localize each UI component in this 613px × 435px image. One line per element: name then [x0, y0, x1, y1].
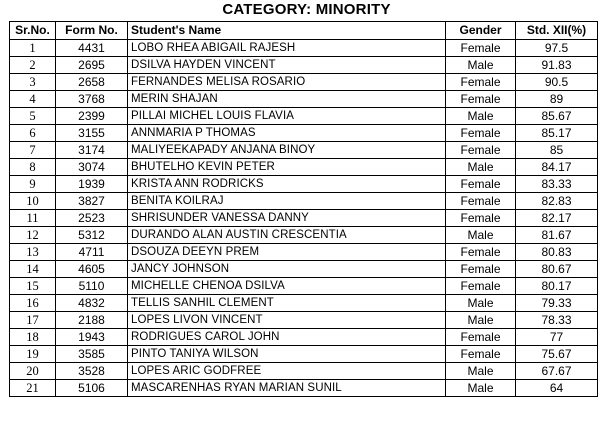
cell-gender: Female — [446, 244, 516, 261]
cell-gender: Male — [446, 159, 516, 176]
table-row — [10, 142, 598, 159]
cell-student-name: RODRIGUES CAROL JOHN — [128, 329, 446, 346]
cell-score: 80.67 — [516, 261, 598, 278]
table-row — [10, 91, 598, 108]
cell-student-name: LOBO RHEA ABIGAIL RAJESH — [128, 40, 446, 57]
table-row — [10, 329, 598, 346]
cell-gender: Female — [446, 176, 516, 193]
cell-sr-no: 18 — [10, 329, 56, 346]
cell-student-name: FERNANDES MELISA ROSARIO — [128, 74, 446, 91]
cell-score: 97.5 — [516, 40, 598, 57]
cell-sr-no: 9 — [10, 176, 56, 193]
cell-sr-no: 8 — [10, 159, 56, 176]
table-row — [10, 57, 598, 74]
cell-form-no: 2695 — [56, 57, 128, 74]
cell-sr-no: 15 — [10, 278, 56, 295]
cell-student-name: DSILVA HAYDEN VINCENT — [128, 57, 446, 74]
cell-student-name: PINTO TANIYA WILSON — [128, 346, 446, 363]
cell-student-name: ANNMARIA P THOMAS — [128, 125, 446, 142]
table-row — [10, 363, 598, 380]
column-header-form-no: Form No. — [56, 22, 128, 40]
cell-score: 85.17 — [516, 125, 598, 142]
cell-sr-no: 13 — [10, 244, 56, 261]
cell-gender: Female — [446, 142, 516, 159]
cell-sr-no: 6 — [10, 125, 56, 142]
cell-score: 78.33 — [516, 312, 598, 329]
cell-form-no: 1943 — [56, 329, 128, 346]
cell-form-no: 3528 — [56, 363, 128, 380]
cell-student-name: MICHELLE CHENOA DSILVA — [128, 278, 446, 295]
cell-form-no: 2523 — [56, 210, 128, 227]
cell-form-no: 3074 — [56, 159, 128, 176]
cell-form-no: 2399 — [56, 108, 128, 125]
cell-form-no: 2188 — [56, 312, 128, 329]
table-row — [10, 278, 598, 295]
cell-student-name: TELLIS SANHIL CLEMENT — [128, 295, 446, 312]
cell-gender: Female — [446, 329, 516, 346]
header-row — [10, 22, 598, 40]
cell-sr-no: 11 — [10, 210, 56, 227]
table-row — [10, 380, 598, 397]
cell-form-no: 5312 — [56, 227, 128, 244]
cell-score: 81.67 — [516, 227, 598, 244]
cell-gender: Male — [446, 57, 516, 74]
table-row — [10, 125, 598, 142]
table-row — [10, 244, 598, 261]
cell-form-no: 3155 — [56, 125, 128, 142]
cell-student-name: BHUTELHO KEVIN PETER — [128, 159, 446, 176]
cell-form-no: 3827 — [56, 193, 128, 210]
cell-form-no: 4711 — [56, 244, 128, 261]
cell-sr-no: 14 — [10, 261, 56, 278]
cell-sr-no: 2 — [10, 57, 56, 74]
cell-sr-no: 16 — [10, 295, 56, 312]
cell-score: 91.83 — [516, 57, 598, 74]
cell-score: 85.67 — [516, 108, 598, 125]
cell-score: 67.67 — [516, 363, 598, 380]
cell-form-no: 4431 — [56, 40, 128, 57]
cell-sr-no: 5 — [10, 108, 56, 125]
table-row — [10, 312, 598, 329]
column-header-srno: Sr.No. — [10, 22, 56, 40]
cell-student-name: DSOUZA DEEYN PREM — [128, 244, 446, 261]
cell-form-no: 3174 — [56, 142, 128, 159]
cell-form-no: 4605 — [56, 261, 128, 278]
cell-sr-no: 21 — [10, 380, 56, 397]
page-title: CATEGORY: MINORITY — [222, 1, 391, 18]
cell-gender: Male — [446, 295, 516, 312]
table-header — [10, 22, 598, 40]
cell-form-no: 1939 — [56, 176, 128, 193]
cell-score: 64 — [516, 380, 598, 397]
cell-gender: Male — [446, 380, 516, 397]
cell-gender: Female — [446, 91, 516, 108]
table-row — [10, 295, 598, 312]
column-header-gender: Gender — [446, 22, 516, 40]
cell-student-name: MALIYEEKAPADY ANJANA BINOY — [128, 142, 446, 159]
cell-student-name: MERIN SHAJAN — [128, 91, 446, 108]
table-row — [10, 227, 598, 244]
cell-score: 75.67 — [516, 346, 598, 363]
cell-score: 89 — [516, 91, 598, 108]
cell-gender: Female — [446, 261, 516, 278]
cell-score: 80.17 — [516, 278, 598, 295]
table-row — [10, 74, 598, 91]
cell-form-no: 3768 — [56, 91, 128, 108]
cell-gender: Female — [446, 74, 516, 91]
cell-student-name: KRISTA ANN RODRICKS — [128, 176, 446, 193]
table-body — [10, 40, 598, 397]
cell-score: 82.83 — [516, 193, 598, 210]
column-header-score: Std. XII(%) — [516, 22, 598, 40]
cell-form-no: 2658 — [56, 74, 128, 91]
cell-sr-no: 12 — [10, 227, 56, 244]
cell-gender: Female — [446, 125, 516, 142]
cell-student-name: JANCY JOHNSON — [128, 261, 446, 278]
table-row — [10, 210, 598, 227]
cell-form-no: 3585 — [56, 346, 128, 363]
results-table — [9, 21, 598, 397]
cell-sr-no: 19 — [10, 346, 56, 363]
table-row — [10, 159, 598, 176]
table-row — [10, 108, 598, 125]
cell-gender: Female — [446, 193, 516, 210]
cell-score: 77 — [516, 329, 598, 346]
cell-sr-no: 4 — [10, 91, 56, 108]
table-row — [10, 346, 598, 363]
table-row — [10, 261, 598, 278]
cell-sr-no: 17 — [10, 312, 56, 329]
cell-gender: Male — [446, 363, 516, 380]
cell-gender: Male — [446, 108, 516, 125]
cell-gender: Male — [446, 312, 516, 329]
cell-form-no: 5110 — [56, 278, 128, 295]
cell-student-name: DURANDO ALAN AUSTIN CRESCENTIA — [128, 227, 446, 244]
cell-score: 90.5 — [516, 74, 598, 91]
cell-form-no: 5106 — [56, 380, 128, 397]
table-row — [10, 40, 598, 57]
cell-score: 83.33 — [516, 176, 598, 193]
cell-sr-no: 1 — [10, 40, 56, 57]
cell-sr-no: 10 — [10, 193, 56, 210]
cell-student-name: LOPES LIVON VINCENT — [128, 312, 446, 329]
cell-student-name: BENITA KOILRAJ — [128, 193, 446, 210]
cell-sr-no: 3 — [10, 74, 56, 91]
cell-score: 85 — [516, 142, 598, 159]
cell-gender: Male — [446, 227, 516, 244]
table-row — [10, 193, 598, 210]
cell-score: 84.17 — [516, 159, 598, 176]
table-row — [10, 176, 598, 193]
cell-gender: Female — [446, 40, 516, 57]
cell-score: 79.33 — [516, 295, 598, 312]
cell-gender: Female — [446, 346, 516, 363]
column-header-student-name: Student's Name — [128, 22, 446, 40]
cell-sr-no: 20 — [10, 363, 56, 380]
cell-sr-no: 7 — [10, 142, 56, 159]
cell-student-name: SHRISUNDER VANESSA DANNY — [128, 210, 446, 227]
cell-score: 82.17 — [516, 210, 598, 227]
cell-student-name: MASCARENHAS RYAN MARIAN SUNIL — [128, 380, 446, 397]
cell-gender: Female — [446, 210, 516, 227]
cell-form-no: 4832 — [56, 295, 128, 312]
cell-score: 80.83 — [516, 244, 598, 261]
cell-student-name: LOPES ARIC GODFREE — [128, 363, 446, 380]
cell-student-name: PILLAI MICHEL LOUIS FLAVIA — [128, 108, 446, 125]
cell-gender: Female — [446, 278, 516, 295]
